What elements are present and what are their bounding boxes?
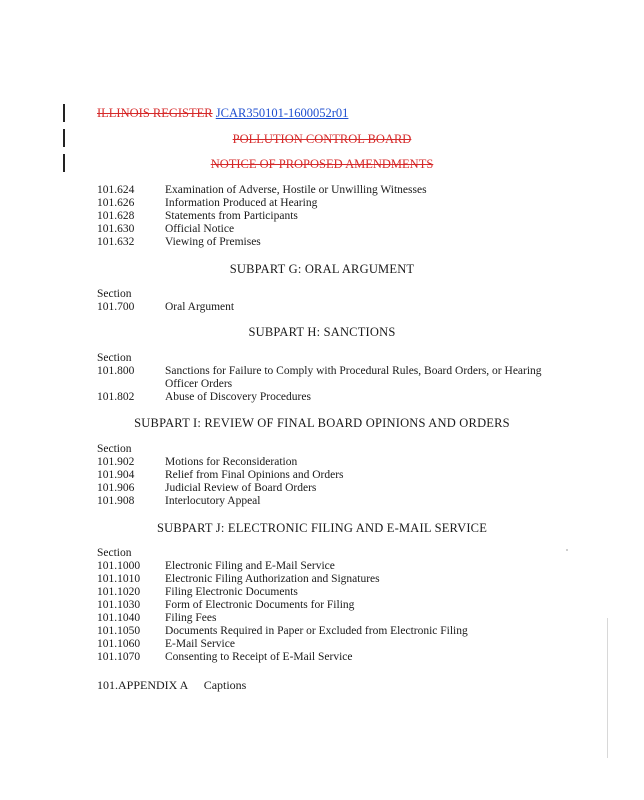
section-label: Section [97, 443, 132, 455]
section-row: 101.624 [97, 184, 135, 196]
board-title: POLLUTION CONTROL BOARD [232, 132, 412, 146]
section-row: 101.904 [97, 469, 135, 481]
section-title: Electronic Filing and E-Mail Service [165, 560, 335, 572]
section-row: 101.802 [97, 391, 135, 403]
section-title: Judicial Review of Board Orders [165, 482, 317, 494]
section-label: Section [97, 288, 132, 300]
scan-speck [566, 549, 568, 551]
section-row: 101.908 [97, 495, 135, 507]
section-row: 101.626 [97, 197, 135, 209]
appendix-label: 101.APPENDIX A [97, 678, 188, 692]
section-title: Filing Electronic Documents [165, 586, 298, 598]
subpart-h-heading: SUBPART H: SANCTIONS [248, 325, 396, 339]
section-row: 101.1070 [97, 651, 141, 663]
register-header [97, 106, 348, 120]
section-title: Abuse of Discovery Procedures [165, 391, 311, 403]
section-title: Filing Fees [165, 612, 217, 624]
section-title: Documents Required in Paper or Excluded from Electronic Filing [165, 625, 468, 637]
notice-title: NOTICE OF PROPOSED AMENDMENTS [210, 157, 434, 171]
scan-edge-mark [607, 618, 608, 758]
deleted-register-label: ILLINOIS REGISTER [97, 106, 213, 120]
section-title: E-Mail Service [165, 638, 235, 650]
section-row: 101.1040 [97, 612, 141, 624]
subpart-j-heading: SUBPART J: ELECTRONIC FILING AND E-MAIL SERVICE [156, 521, 488, 535]
section-title: Official Notice [165, 223, 235, 235]
subpart-g-heading: SUBPART G: ORAL ARGUMENT [229, 262, 415, 276]
section-row: 101.1010 [97, 573, 141, 585]
section-row: 101.800 [97, 365, 135, 377]
section-row: 101.628 [97, 210, 135, 222]
inserted-jcar-code: JCAR350101-1600052r01 [215, 106, 349, 120]
section-title: Relief from Final Opinions and Orders [165, 469, 344, 481]
appendix-row [97, 679, 246, 692]
change-bar [63, 104, 65, 122]
section-row: 101.632 [97, 236, 135, 248]
section-title: Sanctions for Failure to Comply with Procedural Rules, Board Orders, or Hearing Officer Orders [165, 365, 542, 390]
section-title: Form of Electronic Documents for Filing [165, 599, 355, 611]
section-title: Consenting to Receipt of E-Mail Service [165, 651, 353, 663]
section-title: Statements from Participants [165, 210, 298, 222]
section-row: 101.1050 [97, 625, 141, 637]
section-row: 101.1030 [97, 599, 141, 611]
section-row: 101.906 [97, 482, 135, 494]
section-row: 101.902 [97, 456, 135, 468]
section-title: Electronic Filing Authorization and Signatures [165, 573, 380, 585]
appendix-title: Captions [203, 678, 247, 692]
section-label: Section [97, 547, 132, 559]
subpart-i-heading: SUBPART I: REVIEW OF FINAL BOARD OPINIONS AND ORDERS [134, 416, 510, 430]
section-title: Viewing of Premises [165, 236, 261, 248]
section-row: 101.700 [97, 301, 135, 313]
section-title: Examination of Adverse, Hostile or Unwilling Witnesses [165, 184, 427, 196]
section-title: Oral Argument [165, 301, 235, 313]
section-title: Motions for Reconsideration [165, 456, 298, 468]
section-row: 101.630 [97, 223, 135, 235]
section-label: Section [97, 352, 132, 364]
section-row: 101.1020 [97, 586, 141, 598]
section-title: Interlocutory Appeal [165, 495, 261, 507]
section-row: 101.1000 [97, 560, 141, 572]
section-row: 101.1060 [97, 638, 141, 650]
section-title: Information Produced at Hearing [165, 197, 318, 209]
